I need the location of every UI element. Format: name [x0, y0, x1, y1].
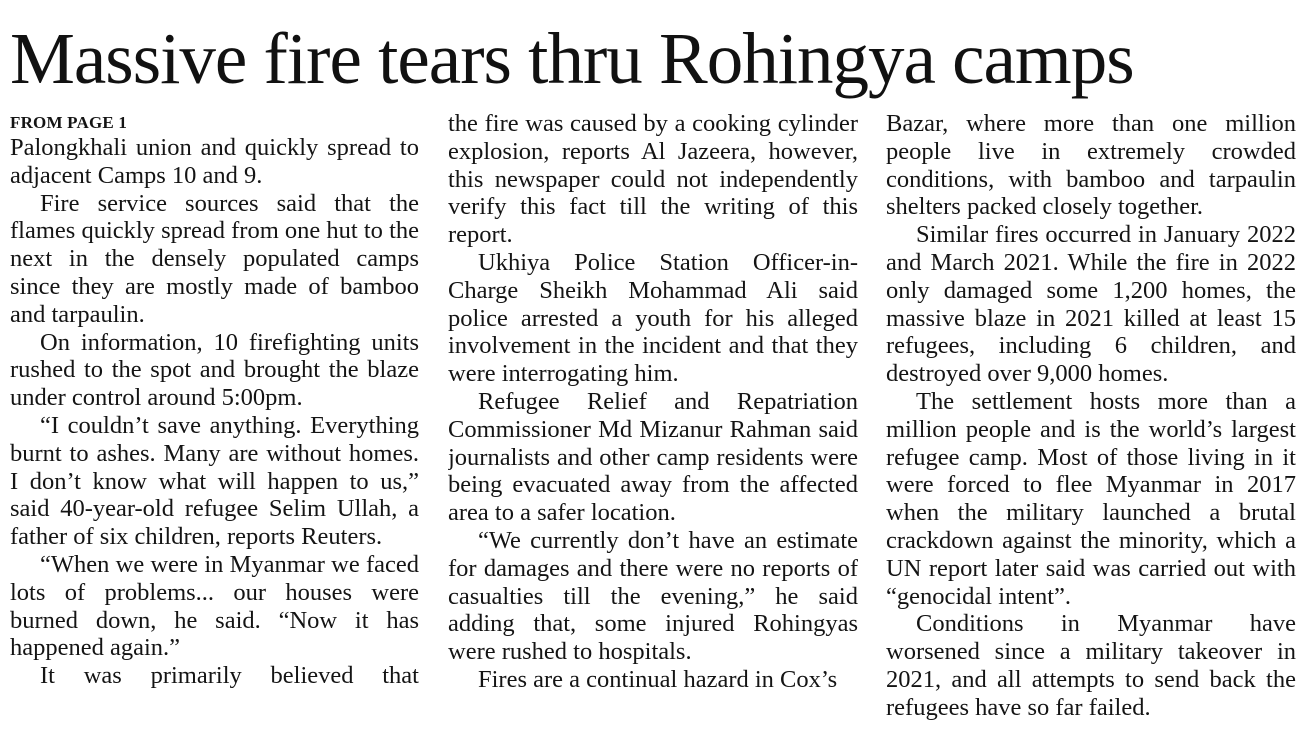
paragraph: Conditions in Myanmar have worsened since a military takeover in 2021, and all attempts to send back the refugees have so far failed. [886, 610, 1296, 721]
headline: Massive fire tears thru Rohingya camps [10, 18, 1134, 99]
continuation-kicker: FROM PAGE 1 [10, 113, 128, 132]
paragraph: “We currently don’t have an estimate for damages and there were no reports of casualties till the evening,” he said adding that, some injured Rohingyas were rushed to hospitals. [448, 526, 858, 666]
paragraph: The settlement hosts more than a million people and is the world’s largest refugee camp. Most of those living in it were forced to flee Myanmar in 2017 when the military launched a brutal crackdown against the minority, which a UN report later said was carried out with “genocidal intent”. [886, 387, 1296, 610]
article-column-3 [886, 110, 1296, 730]
paragraph: Refugee Relief and Repatriation Commissioner Md Mizanur Rahman said journalists and other camp residents were being evacuated away from the affected area to a safer location. [448, 387, 858, 527]
paragraph: Similar fires occurred in January 2022 and March 2021. While the fire in 2022 only damaged some 1,200 homes, the massive blaze in 2021 killed at least 15 refugees, including 6 children, and destroyed over 9,000 homes. [886, 221, 1296, 388]
paragraph: Palongkhali union and quickly spread to adjacent Camps 10 and 9. [10, 134, 419, 189]
paragraph: “When we were in Myanmar we faced lots of problems... our houses were burned down, he said. “Now it has happened again.” [10, 550, 419, 662]
paragraph: the fire was caused by a cooking cylinder explosion, reports Al Jazeera, however, this newspaper could not independently verify this fact till the writing of this report. [448, 110, 858, 249]
article-column-1 [10, 110, 419, 730]
paragraph: “I couldn’t save anything. Everything burnt to ashes. Many are without homes. I don’t know what will happen to us,” said 40-year-old refugee Selim Ullah, a father of six children, reports Reuters. [10, 411, 419, 551]
article-column-2 [448, 110, 858, 730]
paragraph: Fires are a continual hazard in Cox’s [478, 665, 838, 693]
paragraph: Bazar, where more than one million people live in extremely crowded conditions, with bamboo and tarpaulin shelters packed closely together. [886, 110, 1296, 221]
paragraph: It was primarily believed that [40, 662, 419, 690]
paragraph: Ukhiya Police Station Officer-in-Charge Sheikh Mohammad Ali said police arrested a youth for his alleged involvement in the incident and that they were interrogating him. [448, 248, 858, 388]
paragraph: On information, 10 firefighting units rushed to the spot and brought the blaze under control around 5:00pm. [10, 328, 419, 412]
paragraph: Fire service sources said that the flames quickly spread from one hut to the next in the densely populated camps since they are mostly made of bamboo and tarpaulin. [10, 189, 419, 328]
